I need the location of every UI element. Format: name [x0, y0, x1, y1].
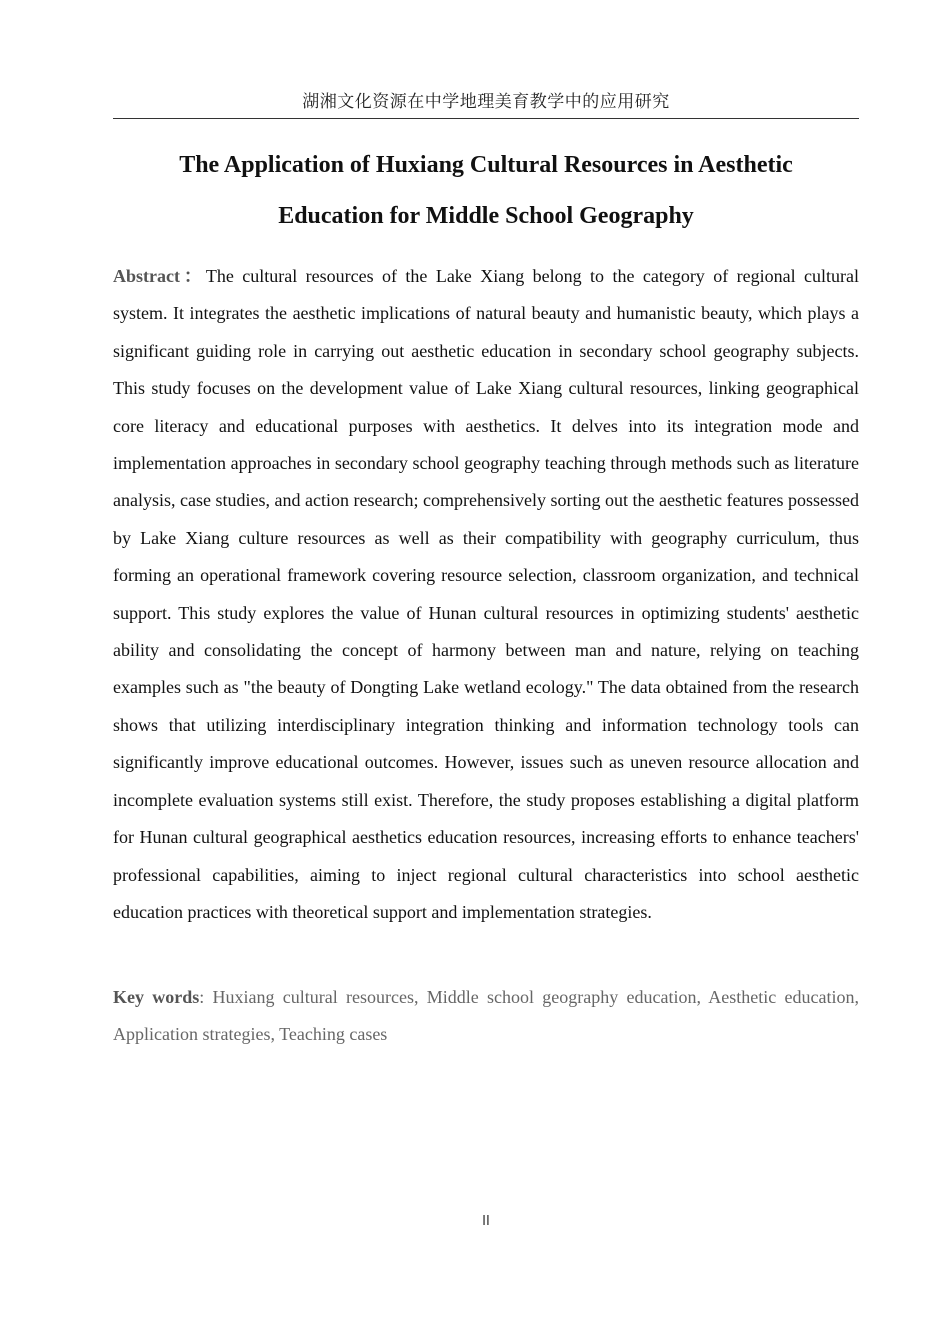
header-divider — [113, 118, 859, 119]
paper-title-line-1: The Application of Huxiang Cultural Resources in Aesthetic — [179, 152, 793, 178]
paper-title-line-2: Education for Middle School Geography — [278, 203, 694, 229]
abstract-label: Abstract： — [113, 266, 206, 286]
keywords-paragraph — [113, 979, 859, 1054]
keywords-label: Key words — [113, 987, 200, 1007]
paper-title — [113, 140, 859, 242]
page-number: II — [482, 1214, 490, 1229]
abstract-paragraph — [113, 258, 859, 931]
keywords-text: Huxiang cultural resources, Middle school geography education, Aesthetic education, Application strategies, Teaching cases — [113, 987, 859, 1045]
abstract-text: The cultural resources of the Lake Xiang belong to the category of regional cultural system. It integrates the aesthetic implications of natural beauty and humanistic beauty, which plays a significant guiding role in carrying out aesthetic education in secondary school geography subjects. This study focuses on the development value of Lake Xiang cultural resources, linking geographical core literacy and educational purposes with aesthetics. It delves into its integration mode and implementation approaches in secondary school geography teaching through methods such as literature analysis, case studies, and action research; comprehensively sorting out the aesthetic features possessed by Lake Xiang culture resources as well as their compatibility with geography curriculum, thus forming an operational framework covering resource selection, classroom organization, and technical support. This study explores the value of Hunan cultural resources in optimizing students' aesthetic ability and consolidating the concept of harmony between man and nature, relying on teaching examples such as "the beauty of Dongting Lake wetland ecology." The data obtained from the research shows that utilizing interdisciplinary integration thinking and information technology tools can significantly improve educational outcomes. However, issues such as uneven resource allocation and incomplete evaluation systems still exist. Therefore, the study proposes establishing a digital platform for Hunan cultural geographical aesthetics education resources, increasing efforts to enhance teachers' professional capabilities, aiming to inject regional cultural characteristics into school aesthetic education practices with theoretical support and implementation strategies. — [113, 266, 860, 922]
running-header: 湖湘文化资源在中学地理美育教学中的应用研究 — [302, 92, 670, 112]
keywords-separator: : — [199, 987, 213, 1007]
